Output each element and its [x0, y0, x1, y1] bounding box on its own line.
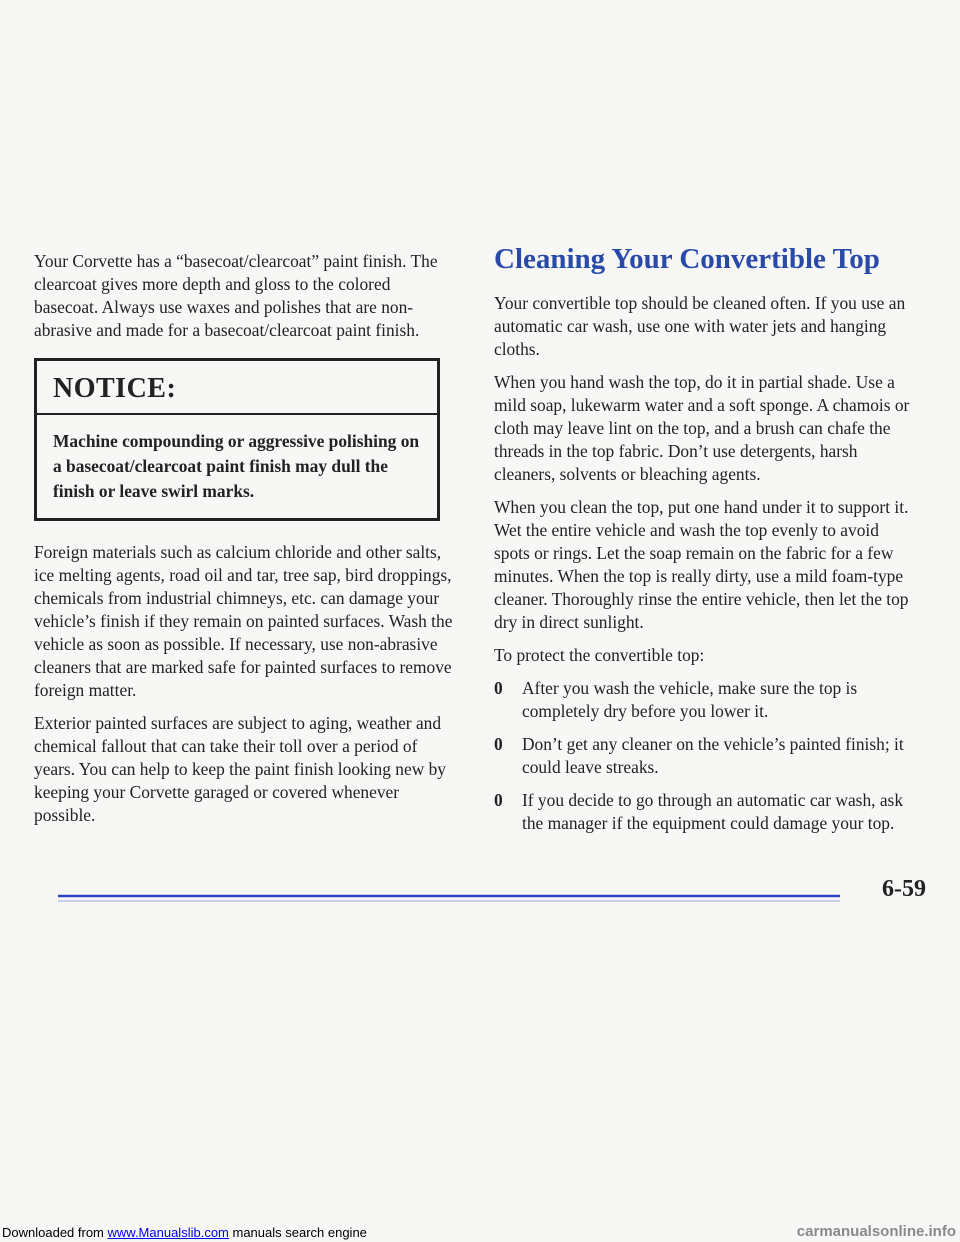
- manualslib-link[interactable]: www.Manualslib.com: [107, 1225, 229, 1240]
- footer-suffix: manuals search engine: [228, 1225, 367, 1240]
- list-item-text: If you decide to go through an automatic car wash, ask the manager if the equipment could damage your top.: [522, 790, 904, 833]
- list-item: [494, 733, 914, 779]
- notice-heading: NOTICE:: [37, 361, 437, 415]
- list-item-text: Don’t get any cleaner on the vehicle’s painted finish; it could leave streaks.: [522, 734, 904, 777]
- exterior-surfaces-paragraph: Exterior painted surfaces are subject to aging, weather and chemical fallout that can take their toll over a period of years. You can help to keep the paint finish looking new by keeping your Corvette garaged or covered whenever possible.: [34, 713, 446, 825]
- bullet-icon: 0: [494, 790, 503, 810]
- section-title: Cleaning Your Convertible Top: [494, 243, 880, 275]
- list-item: [494, 789, 914, 835]
- right-column: [494, 243, 914, 845]
- list-item: [494, 677, 914, 723]
- bullet-icon: 0: [494, 734, 503, 754]
- watermark: carmanualsonline.info: [796, 1223, 956, 1240]
- left-column: [34, 250, 454, 837]
- footer-prefix: Downloaded from: [2, 1225, 108, 1240]
- intro-paragraph: Your Corvette has a “basecoat/clearcoat” paint finish. The clearcoat gives more depth and gloss to the colored basecoat. Always use waxes and polishes that are non-abrasive and made for a basecoat/clearcoat paint finish.: [34, 251, 438, 340]
- footer-rule: [0, 893, 960, 903]
- download-footer: [2, 1225, 367, 1240]
- list-item-text: After you wash the vehicle, make sure the top is completely dry before you lower it.: [522, 678, 858, 721]
- convertible-paragraph-1: Your convertible top should be cleaned often. If you use an automatic car wash, use one with water jets and hanging cloths.: [494, 293, 906, 359]
- bullet-icon: 0: [494, 678, 503, 698]
- protection-list: [494, 677, 914, 835]
- notice-box: [34, 358, 440, 521]
- convertible-paragraph-2: When you hand wash the top, do it in partial shade. Use a mild soap, lukewarm water and a soft sponge. A chamois or cloth may leave lint on the top, and a brush can chafe the threads in the top fabric. Don’t use detergents, harsh cleaners, solvents or bleaching agents.: [494, 372, 910, 484]
- convertible-paragraph-3: When you clean the top, put one hand under it to support it. Wet the entire vehicle and wash the top evenly to avoid spots or rings. Let the soap remain on the fabric for a few minutes. When the top is really dirty, use a mild foam-type cleaner. Thoroughly rinse the entire vehicle, then let the top dry in direct sunlight.: [494, 497, 909, 632]
- foreign-materials-paragraph: Foreign materials such as calcium chloride and other salts, ice melting agents, road oil and tar, tree sap, bird droppings, chemicals from industrial chimneys, etc. can damage your vehicle’s finish if they remain on painted surfaces. Wash the vehicle as soon as possible. If necessary, use non-abrasive cleaners that are marked safe for painted surfaces to remove foreign matter.: [34, 542, 453, 700]
- notice-body: Machine compounding or aggressive polishing on a basecoat/clearcoat paint finish may dull the finish or leave swirl marks.: [53, 431, 420, 501]
- page-number: 6-59: [882, 876, 926, 902]
- convertible-paragraph-4: To protect the convertible top:: [494, 645, 705, 665]
